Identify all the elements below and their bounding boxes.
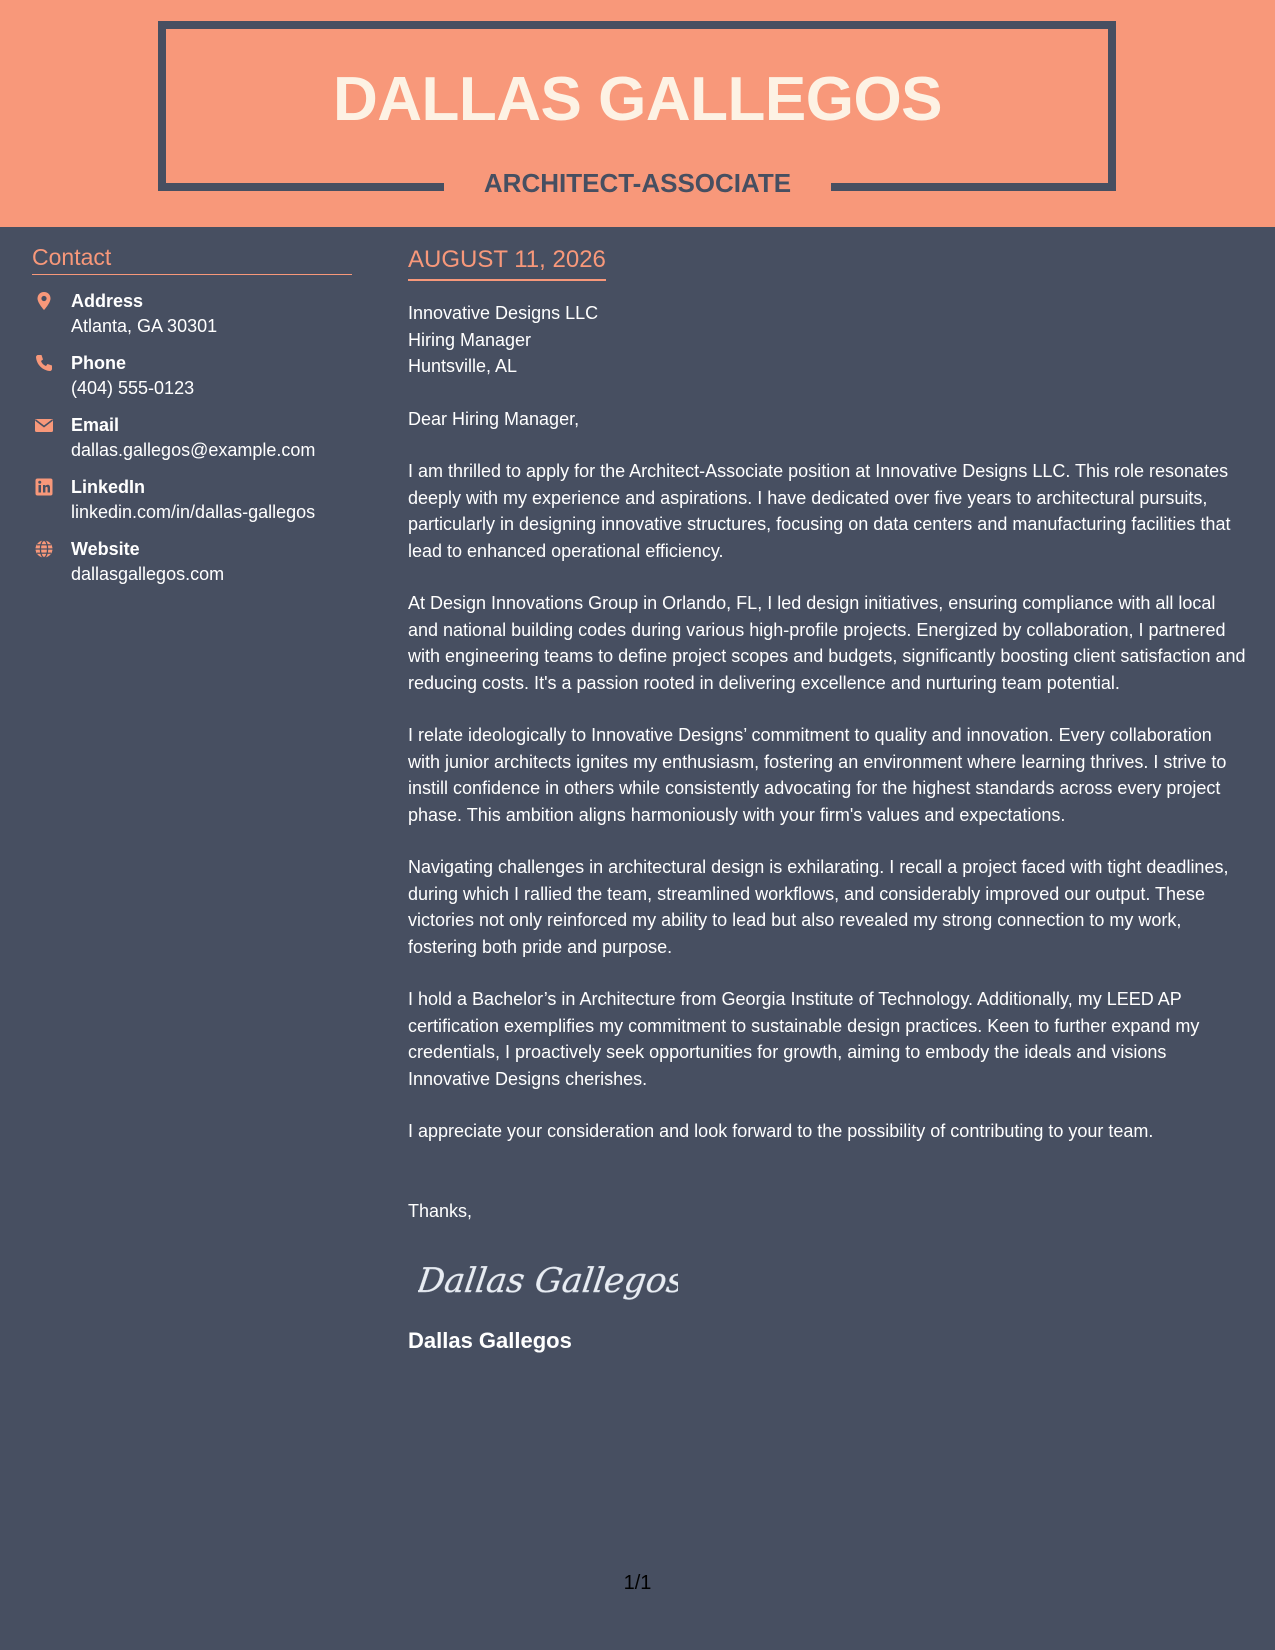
letter-date: AUGUST 11, 2026 [408, 244, 606, 281]
contact-label: Email [71, 415, 120, 435]
recipient-location: Huntsville, AL [408, 356, 518, 376]
sender-name: Dallas Gallegos [408, 1328, 572, 1353]
contact-value: dallasgallegos.com [71, 564, 225, 584]
recipient-company: Innovative Designs LLC [408, 303, 599, 323]
paragraph: At Design Innovations Group in Orlando, FL, I led design initiatives, ensuring compliance with all local and national building codes during various high-profile projects. Energized by collaboration, I partnered with engineering teams to define project scopes and budgets, significantly boosting client satisfaction and reducing costs. It's a passion rooted in delivering excellence and nurturing team potential. [408, 593, 1246, 693]
contact-label: Address [71, 291, 144, 311]
recipient-block [408, 300, 1248, 380]
contact-value: dallas.gallegos@example.com [71, 440, 316, 460]
linkedin-icon [34, 477, 54, 497]
paragraph: I appreciate your consideration and look forward to the possibility of contributing to your team. [408, 1121, 1154, 1141]
paragraph: I am thrilled to apply for the Architect-Associate position at Innovative Designs LLC. This role resonates deeply with my experience and aspirations. I have dedicated over five years to architectural pursuits, particularly in designing innovative structures, focusing on data centers and manufacturing facilities that lead to enhanced operational efficiency. [408, 461, 1231, 561]
page-number: 1/1 [623, 1572, 652, 1594]
contact-label: LinkedIn [71, 477, 146, 497]
signature-text: Dallas Gallegos [418, 1261, 678, 1301]
phone-icon [34, 353, 54, 373]
globe-icon [34, 539, 54, 559]
contact-sidebar [32, 242, 352, 599]
contact-label: Website [71, 539, 140, 559]
contact-heading: Contact [32, 242, 352, 275]
closing: Thanks, [408, 1200, 473, 1221]
contact-value: linkedin.com/in/dallas-gallegos [71, 502, 316, 522]
candidate-name: DALLAS GALLEGOS [332, 65, 943, 134]
contact-value: (404) 555-0123 [71, 378, 195, 398]
contact-value: Atlanta, GA 30301 [71, 316, 218, 336]
contact-address [32, 289, 352, 339]
paragraph: I hold a Bachelor’s in Architecture from Georgia Institute of Technology. Additionally, my LEED AP certification exemplifies my commitment to sustainable design practices. Keen to further expand my credentials, I proactively seek opportunities for growth, aiming to embody the ideals and visions Innovative Designs cherishes. [408, 989, 1200, 1089]
contact-label: Phone [71, 353, 127, 373]
recipient-role: Hiring Manager [408, 329, 532, 350]
signature [408, 1248, 1248, 1308]
header-band [0, 0, 1275, 227]
map-pin-icon [34, 291, 54, 311]
envelope-icon [34, 415, 54, 435]
job-title: ARCHITECT-ASSOCIATE [483, 168, 792, 198]
signature-image [418, 1248, 678, 1308]
contact-phone [32, 351, 352, 401]
contact-email [32, 413, 352, 463]
paragraph: Navigating challenges in architectural design is exhilarating. I recall a project faced with tight deadlines, during which I rallied the team, streamlined workflows, and considerably improved our output. These victories not only reinforced my ability to lead but also revealed my strong connection to my work, fostering both pride and purpose. [408, 857, 1229, 957]
letter-body [408, 244, 1248, 1356]
paragraph: I relate ideologically to Innovative Designs’ commitment to quality and innovation. Every collaboration with junior architects ignites my enthusiasm, fostering an environment where learning thrives. I strive to instill confidence in others while consistently advocating for the highest standards across every project phase. This ambition aligns harmoniously with your firm's values and expectations. [408, 725, 1227, 825]
salutation: Dear Hiring Manager, [408, 408, 580, 429]
contact-website [32, 537, 352, 587]
contact-linkedin [32, 475, 352, 525]
